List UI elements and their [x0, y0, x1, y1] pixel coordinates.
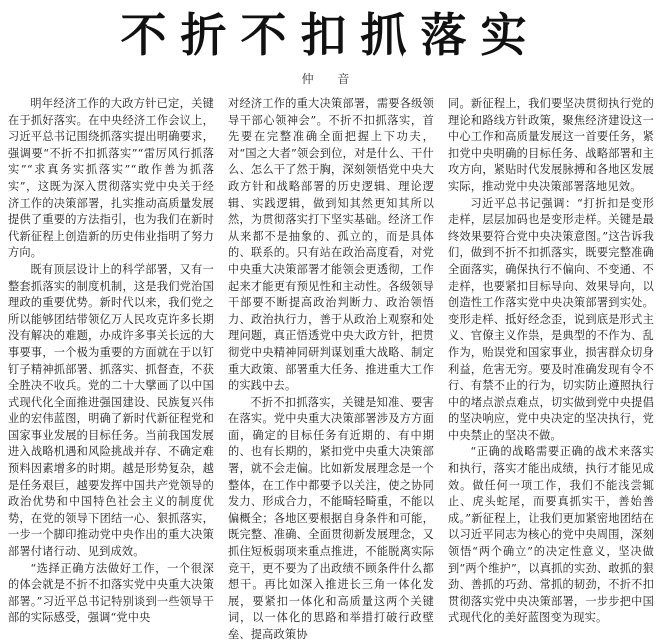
- paragraph: 不折不扣抓落实，关键是知准、要害在落实。党中央重大决策部署涉及方方面面，确定的目标任务有近期的、有中期的、也有长期的，紧扣党中央重大决策部署，就不会走偏。比如新发展理念是一个整体，在工作中都要予以关注，使之协同发力、形成合力，不能畸轻畸重，不能以偏概全；各地区要根据自身条件和可能，既完整、准确、全面贯彻新发展理念，又抓住短板弱项来重点推进，不能脱离实际竞干，更不要为了出政绩不顾条件什么都想干。再比如深入推进长三角一体化发展，要紧扣一体化和高质量这两个关键词，以一体化的思路和举措打破行政壁垒、提高政策协: [228, 395, 434, 641]
- column-2: [228, 96, 434, 641]
- article-body: [8, 96, 654, 641]
- paragraph: 既有顶层设计上的科学部署，又有一整套抓落实的制度机制，这是我们党治国理政的重要优势。新时代以来，我们党之所以能够团结带领亿万人民攻克许多长期没有解决的难题，办成许多事关长远的大事要事，一个极为重要的方面就在于以钉钉子精神抓部署、抓落实、抓督查，不获全胜决不收兵。党的二十大擘画了以中国式现代化全面推进强国建设、民族复兴伟业的宏伟蓝图，明确了新时代新征程党和国家事业发展的目标任务。当前我国发展进入战略机遇和风险挑战并存、不确定难预料因素增多的时期。越是形势复杂，越是任务艰巨，越要发挥中国共产党领导的政治优势和中国特色社会主义的制度优势，在党的领导下团结一心、狠抓落实，一步一个脚印推动党中央作出的重大决策部署付诸行动、见到成效。: [8, 262, 214, 559]
- paragraph: 同。新征程上，我们要坚决贯彻执行党的理论和路线方针政策，聚焦经济建设这一中心工作和高质量发展这一首要任务，紧扣党中央明确的目标任务、战略部署和主攻方向，紧贴时代发展脉搏和各地区发展实际，推动党中央决策部署落地见效。: [448, 97, 654, 193]
- column-1: [8, 96, 214, 630]
- article-author: 仲 音: [301, 72, 360, 86]
- article-headline: 不折不扣抓落实: [120, 8, 541, 62]
- column-3: [448, 96, 654, 630]
- paragraph: 对经济工作的重大决策部署，需要各级领导干部心领神会”。不折不扣抓落实，首先要在完整准确全面把握上下功夫，对“国之大者”领会到位，对是什么、干什么、怎么干了然于胸，深刻领悟党中央大政方针和战略部署的历史逻辑、理论逻辑、实践逻辑，做到知其然更知其所以然，为贯彻落实打下坚实基础。经济工作从来都不是抽象的、孤立的，而是具体的、联系的。只有站在政治高度看，对党中央重大决策部署才能领会更透彻，工作起来才能更有预见性和主动性。各级领导干部要不断提高政治判断力、政治领悟力、政治执行力，善于从政治上观察和处理问题，真正悟透党中央大政方针，把贯彻党中央精神同研判谋划重大战略、制定重大政策、部署重大任务、推进重大工作的实践中去。: [228, 97, 434, 393]
- paragraph: 明年经济工作的大政方针已定，关键在于抓好落实。在中央经济工作会议上，习近平总书记围绕抓落实提出明确要求，强调要“不折不扣抓落实”“雷厉风行抓落实”“求真务实抓落实”“敢作善为抓落实”，这既为深入贯彻落实党中央关于经济工作的决策部署，扎实推动高质量发展提供了重要的方法指引，也为我们在新时代新征程上创造新的历史伟业指明了努力方向。: [8, 97, 214, 260]
- paragraph: “正确的战略需要正确的战术来落实和执行，落实才能出成绩，执行才能见成效。做任何一项工作，我们不能浅尝辄止、虎头蛇尾，而要真抓实干，善始善成。”新征程上，让我们更加紧密地团结在以习近平同志为核心的党中央周围，深刻领悟“两个确立”的决定性意义，坚决做到“两个维护”，以真抓的实劲、敢抓的狠劲、善抓的巧劲、常抓的韧劲，不折不扣贯彻落实党中央决策部署，一步步把中国式现代化的美好蓝图变为现实。: [448, 445, 654, 625]
- paragraph: 习近平总书记强调：“打折扣是变形走样，层层加码也是变形走样。关键是最终效果要符合党中央决策意图。”这告诉我们，做到不折不扣抓落实，既要完整准确全面落实，确保执行不偏向、不变通、不走样，也要紧扣目标导向、效果导向，以创造性工作落实党中央决策部署到实处。变形走样、抵好经念歪，说到底是形式主义、官僚主义作祟，是典型的不作为、乱作为，贻误党和国家事业，损害群众切身利益，危害无穷。要及时准确发现有令不行、有禁不止的行为，切实防止遵照执行中的堵点淤点难点，切实做到党中央提倡的坚决响应，党中央决定的坚决执行，党中央禁止的坚决不做。: [448, 196, 654, 442]
- paragraph: “选择正确方法做好工作，一个很深的体会就是不折不扣落实党中央重大决策部署。”习近平总书记特别谈到一些领导干部的实际感受，强调“党中央: [8, 561, 214, 625]
